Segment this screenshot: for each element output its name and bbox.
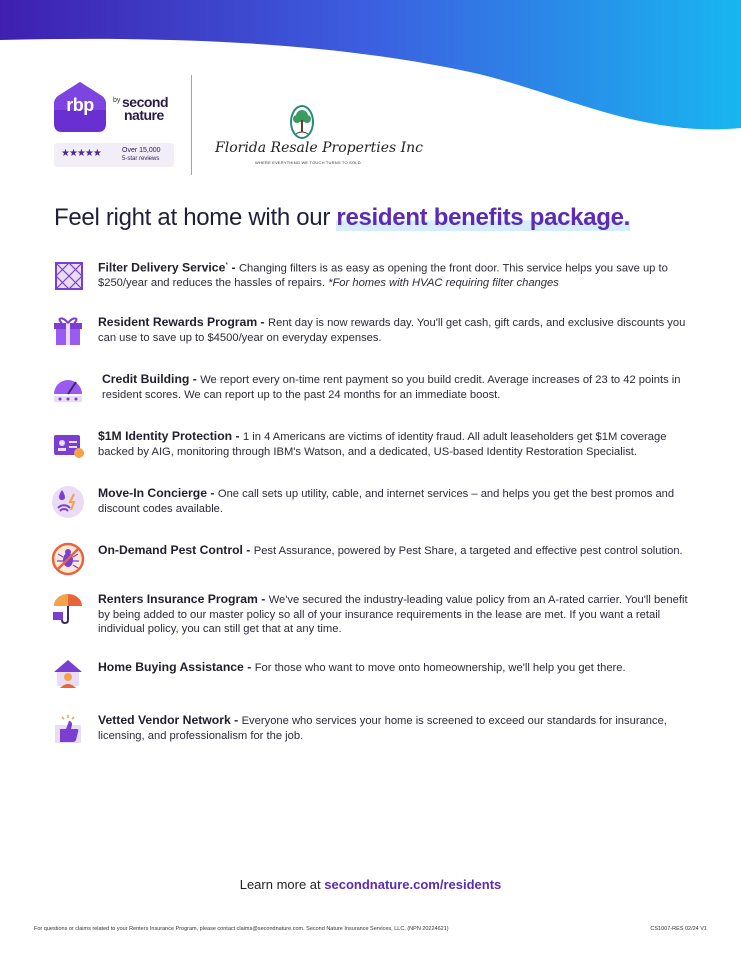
partner-tagline: WHERE EVERYTHING WE TOUCH TURNS TO SOLD bbox=[255, 160, 361, 165]
benefit-body: Changing filters is as easy as opening the front door. This service helps you save up to $250/year and reduces the hassles of repairs. bbox=[98, 262, 668, 290]
reviews-count: Over 15,000 bbox=[122, 147, 161, 154]
benefit-body: We've secured the industry-leading value policy from an A-rated carrier. You'll benefit by being added to our master policy so all of your insurance requirements in the lease are met. If you want a retail individual policy, you can still get that at any time. bbox=[98, 594, 688, 635]
benefit-sep: - bbox=[228, 260, 239, 275]
gift-icon bbox=[50, 313, 86, 349]
benefit-title: Renters Insurance Program bbox=[98, 592, 258, 606]
air-filter-icon bbox=[50, 257, 86, 293]
umbrella-icon bbox=[50, 590, 86, 626]
page-title bbox=[54, 204, 630, 232]
home-buying-icon bbox=[50, 656, 86, 692]
benefit-body: Pest Assurance, powered by Pest Share, a targeted and effective pest control solution. bbox=[253, 545, 683, 557]
document-code: CS1007-RES 02/24 V1 bbox=[650, 926, 707, 932]
benefit-body: For those who want to move onto homeownership, we'll help you get there. bbox=[254, 662, 626, 674]
benefit-sep: - bbox=[232, 429, 243, 443]
benefit-sep: - bbox=[257, 315, 269, 329]
by-label: by bbox=[113, 97, 121, 104]
benefit-sep: - bbox=[189, 372, 201, 386]
tree-logo-icon bbox=[280, 100, 324, 144]
benefit-title: Move-In Concierge bbox=[98, 486, 208, 500]
utilities-icon bbox=[50, 484, 86, 520]
second-nature-logo bbox=[54, 80, 184, 170]
reviews-badge bbox=[54, 143, 174, 167]
no-pests-icon bbox=[50, 541, 86, 577]
learn-more-link[interactable]: secondnature.com/residents bbox=[324, 877, 502, 892]
headline-highlight: resident benefits package. bbox=[336, 204, 631, 231]
brand-nature: nature bbox=[124, 107, 164, 123]
benefit-body: One call sets up utility, cable, and internet services – and helps you get the best promos and discount codes available. bbox=[98, 488, 675, 515]
benefit-title: Credit Building bbox=[102, 372, 190, 386]
benefit-title: On-Demand Pest Control bbox=[98, 543, 243, 557]
credit-gauge-icon bbox=[50, 370, 86, 406]
learn-more-lead: Learn more at bbox=[239, 877, 325, 892]
benefit-body: Everyone who services your home is screened to exceed our standards for insurance, licensing, and professionalism for the job. bbox=[98, 715, 667, 742]
benefit-sep: - bbox=[230, 713, 242, 727]
learn-more bbox=[0, 877, 741, 892]
benefit-title: Resident Rewards Program bbox=[98, 315, 258, 329]
partner-name: Florida Resale Properties Inc bbox=[215, 140, 424, 156]
identity-card-icon bbox=[50, 427, 86, 463]
benefit-body: Rent day is now rewards day. You'll get cash, gift cards, and exclusive discounts you can use to save up to $4500/year on everyday expenses. bbox=[98, 317, 686, 344]
footer-disclaimer: For questions or claims related to your Renters Insurance Program, please contact claims@secondnature.com. Second Nature Insurance Services, LLC. (NPN 20224621) bbox=[34, 926, 449, 932]
reviews-caption: 5-star reviews bbox=[122, 156, 160, 162]
benefit-title: $1M Identity Protection bbox=[98, 429, 233, 443]
brand-second: second bbox=[122, 94, 169, 110]
headline-lead: Feel right at home with our bbox=[54, 204, 337, 231]
benefit-title: Vetted Vendor Network bbox=[98, 713, 231, 727]
benefit-body: 1 in 4 Americans are victims of identity fraud. All adult leaseholders get $1M coverage backed by AIG, monitoring through IBM's Watson, and a dedicated, US-based Identity Restoration Specialist. bbox=[98, 431, 667, 458]
benefit-sep: - bbox=[207, 486, 218, 500]
benefit-body: We report every on-time rent payment so you build credit. Average increases of 23 to 42 points in resident scores. We can report up to the past 24 months for an immediate boost. bbox=[102, 374, 681, 401]
thumbs-up-icon bbox=[50, 711, 86, 747]
rating-stars: ★★★★★ bbox=[61, 148, 101, 159]
rbp-label: rbp bbox=[66, 95, 94, 115]
benefit-sep: - bbox=[257, 592, 269, 606]
logo-divider bbox=[191, 75, 192, 175]
benefit-title: Home Buying Assistance bbox=[98, 660, 244, 674]
benefit-title: Filter Delivery Service bbox=[98, 260, 226, 275]
benefit-sep: - bbox=[243, 660, 255, 674]
benefit-mark: * bbox=[225, 262, 229, 269]
benefit-note: *For homes with HVAC requiring filter changes bbox=[328, 277, 559, 290]
benefit-sep: - bbox=[242, 543, 254, 557]
